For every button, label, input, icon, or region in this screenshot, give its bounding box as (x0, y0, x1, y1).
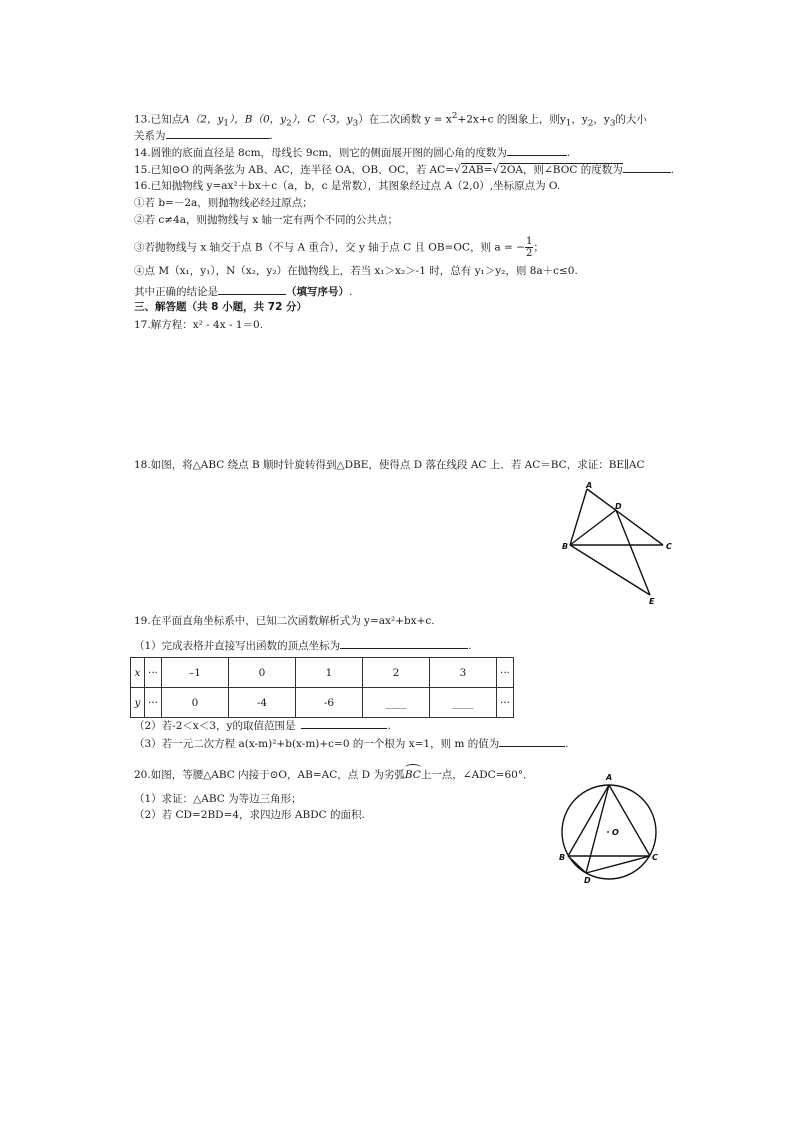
q16-option-3: ③若抛物线与 x 轴交于点 B（不与 A 重合），交 y 轴于点 C 且 OB=OC，则 a = − $\frac{1}{2}$ ； (134, 236, 544, 259)
q19-vertex-blank[interactable] (340, 637, 468, 649)
q16-fraction: $\frac{1}{2}$ (525, 236, 533, 259)
q20-label-d: D (584, 876, 591, 885)
q20-part-1: （1）求证：△ABC 为等边三角形； (134, 793, 302, 805)
q16-conclusion: 其中正确的结论是 （填写序号）. (134, 283, 352, 300)
q16-stem: 16.已知抛物线 y=ax²＋bx＋c（a，b，c 是常数），其图象经过点 A（2,0）,坐标原点为 O. (134, 180, 561, 192)
q13-text-i: 的大小 (615, 113, 647, 126)
q18-label-b: B (562, 542, 569, 551)
table-row-y: y ··· 0 -4 -6 ____ ____ ··· (131, 688, 514, 718)
q17-text: 17.解方程：x² - 4x - 1＝0. (134, 319, 264, 331)
q13-text-a: 13.已知点 (134, 113, 183, 126)
q13-text-d: ），C（-3，y (291, 113, 353, 126)
q13-relation-label: 关系为 (134, 130, 166, 142)
q16-option-1: ①若 b=－2a，则抛物线必经过原点； (134, 197, 313, 209)
q18-label-d: D (615, 502, 622, 511)
q13-text-c: ），B（0，y (228, 113, 287, 126)
table-y-label: y (131, 688, 145, 718)
q20-label-o: O (612, 828, 619, 837)
table-y-blank-2[interactable]: ____ (430, 688, 497, 718)
q18-label-a: A (586, 481, 593, 490)
q13-text-f: +2x+c 的图象上，则y (457, 113, 566, 126)
q19-part-3: （3）若一元二次方程 a(x-m)²+b(x-m)+c=0 的一个根为 x=1，则 m 的值为 . (134, 735, 569, 752)
table-x-label: x (131, 658, 145, 688)
q16-option-3-text: ③若抛物线与 x 轴交于点 B（不与 A 重合），交 y 轴于点 C 且 OB=OC，则 a = − (134, 241, 525, 254)
q15-line: 15.已知⊙O 的两条弦为 AB、AC，连半径 OA、OB、OC，若 AC=√2AB=√2OA，则∠BOC 的度数为 . (134, 161, 674, 178)
q16-option-4: ④点 M（x₁，y₁），N（x₂，y₂）在抛物线上，若当 x₁＞x₂＞-1 时，总有 y₁＞y₂，则 8a＋c≤0. (134, 265, 578, 277)
table-y-blank-1[interactable]: ____ (363, 688, 430, 718)
q20-label-b: B (559, 853, 566, 862)
q16-option-2: ②若 c≠4a，则抛物线与 x 轴一定有两个不同的公共点； (134, 214, 399, 226)
q13-line2: 关系为 . (134, 127, 273, 144)
q18-triangle-figure (560, 480, 680, 610)
q20-label-a: A (606, 773, 613, 782)
q14-line: 14.圆锥的底面直径是 8cm，母线长 9cm，则它的侧面展开图的圆心角的度数为 . (134, 144, 570, 161)
q19-part-1: （1）完成表格并直接写出函数的顶点坐标为 . (134, 637, 472, 654)
q13-text-g: ，y (571, 113, 588, 126)
q18-label-e: E (649, 597, 655, 606)
table-row-x: x ··· –1 0 1 2 3 ··· (131, 658, 514, 688)
q15-answer-blank[interactable] (623, 161, 671, 173)
q20-part-2: （2）若 CD=2BD=4，求四边形 ABDC 的面积. (134, 809, 365, 821)
q13-line1: 13.已知点A（2，$y_1$），B（0，$y_2$），C（-3，$y_3$）在二次函数 $y = x^2+2x+c$ 的图象上，则$y_1$，$y_2$，$y_3$的大小 (134, 111, 647, 129)
q15-text-c: 2OA，则∠BOC 的度数为 (500, 164, 623, 176)
q19-m-blank[interactable] (499, 735, 565, 747)
q20-circle-figure (556, 770, 676, 885)
q16-answer-blank[interactable] (218, 283, 286, 295)
q13-text-h: ，y (593, 113, 610, 126)
q18-text: 18.如图，将△ABC 绕点 B 顺时针旋转得到△DBE，使得点 D 落在线段 AC 上．若 AC＝BC，求证：BE∥AC (134, 459, 645, 471)
q14-text: 14.圆锥的底面直径是 8cm，母线长 9cm，则它的侧面展开图的圆心角的度数为 (134, 147, 507, 159)
q14-answer-blank[interactable] (507, 144, 567, 156)
q19-value-table (130, 657, 514, 718)
q19-part-2: （2）若-2＜x＜3，y的取值范围是 . (134, 717, 391, 734)
q18-label-c: C (666, 542, 672, 551)
q15-text-b: 2AB= (461, 164, 493, 176)
q13-answer-blank[interactable] (166, 127, 270, 139)
q19-text: 19.在平面直角坐标系中，已知二次函数解析式为 y=ax²+bx+c. (134, 615, 435, 627)
q20-arc-bc: BC (404, 769, 421, 781)
section-3-title: 三、解答题（共 8 小题，共 72 分） (134, 301, 308, 313)
q20-label-c: C (652, 853, 658, 862)
q20-text: 20.如图，等腰△ABC 内接于⊙O，AB=AC，点 D 为劣弧BC上一点，∠ADC=60°． (134, 769, 534, 781)
q15-text-a: 15.已知⊙O 的两条弦为 AB、AC，连半径 OA、OB、OC，若 AC= (134, 164, 454, 176)
q13-text-b: A（2，y (182, 113, 224, 126)
q13-text-e: ）在二次函数 y = x (358, 113, 452, 126)
q19-range-blank[interactable] (301, 717, 387, 729)
